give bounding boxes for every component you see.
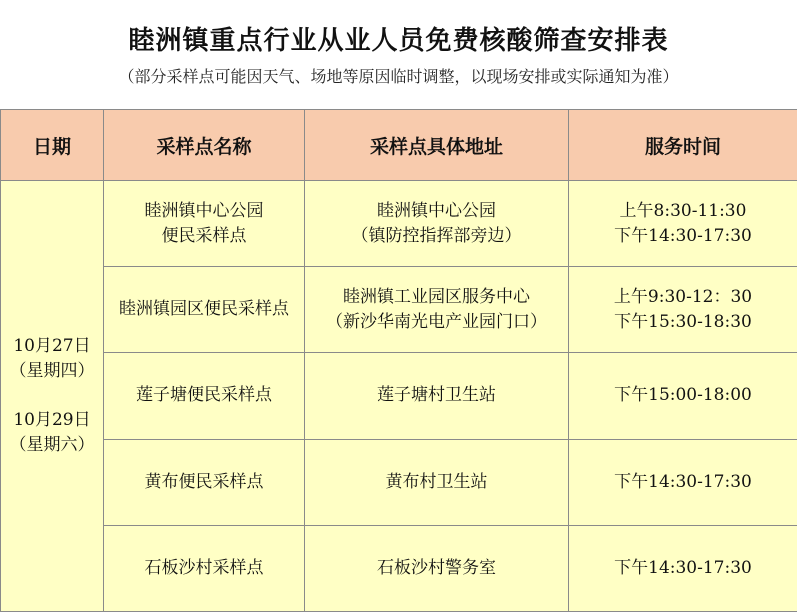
site-name-cell	[104, 181, 305, 267]
column-header-date: 日期	[1, 110, 104, 181]
service-time-cell	[569, 439, 797, 525]
date-line: 10月27日	[13, 336, 91, 356]
site-name-line: 莲子塘便民采样点	[136, 385, 272, 406]
table-row	[1, 525, 797, 611]
weekday-line: （星期六）	[9, 435, 95, 455]
weekday-line: （星期四）	[9, 361, 95, 381]
table-header-row	[1, 110, 797, 181]
address-cell	[305, 353, 569, 439]
column-header-service-time: 服务时间	[569, 110, 797, 181]
column-header-site-name: 采样点名称	[104, 110, 305, 181]
time-line: 下午14:30-17:30	[614, 225, 752, 246]
address-cell	[305, 267, 569, 353]
site-name-cell	[104, 439, 305, 525]
date-cell	[1, 181, 104, 612]
column-header-address: 采样点具体地址	[305, 110, 569, 181]
time-line: 上午8:30-11:30	[619, 200, 747, 221]
service-time-cell	[569, 267, 797, 353]
address-cell	[305, 439, 569, 525]
page-subtitle: （部分采样点可能因天气、场地等原因临时调整，以现场安排或实际通知为准）	[118, 67, 679, 86]
table-row	[1, 267, 797, 353]
site-name-cell	[104, 267, 305, 353]
address-line: （新沙华南光电产业园门口）	[326, 311, 547, 332]
site-name-line: 黄布便民采样点	[144, 471, 264, 492]
time-line: 上午9:30-12：30	[613, 286, 753, 307]
site-name-line: 睦洲镇园区便民采样点	[119, 299, 289, 320]
site-name-line: 石板沙村采样点	[144, 557, 264, 578]
page-title: 睦洲镇重点行业从业人员免费核酸筛查安排表	[128, 26, 669, 56]
site-name-line: 便民采样点	[161, 225, 247, 246]
address-line: 睦洲镇工业园区服务中心	[343, 286, 530, 307]
table-row	[1, 439, 797, 525]
address-cell	[305, 525, 569, 611]
title-area	[0, 0, 797, 109]
time-line: 下午15:30-18:30	[614, 311, 752, 332]
time-line: 下午14:30-17:30	[614, 471, 752, 492]
table-row	[1, 353, 797, 439]
time-line: 下午14:30-17:30	[614, 557, 752, 578]
address-line: 睦洲镇中心公园	[377, 200, 496, 221]
site-name-cell	[104, 525, 305, 611]
site-name-cell	[104, 353, 305, 439]
schedule-table	[0, 109, 797, 612]
address-cell	[305, 181, 569, 267]
table-row	[1, 181, 797, 267]
address-line: （镇防控指挥部旁边）	[351, 225, 522, 246]
service-time-cell	[569, 525, 797, 611]
site-name-line: 睦洲镇中心公园	[144, 200, 264, 221]
date-line: 10月29日	[13, 410, 91, 430]
service-time-cell	[569, 353, 797, 439]
service-time-cell	[569, 181, 797, 267]
address-line: 莲子塘村卫生站	[377, 385, 496, 406]
address-line: 黄布村卫生站	[385, 471, 488, 492]
time-line: 下午15:00-18:00	[614, 385, 752, 406]
address-line: 石板沙村警务室	[377, 557, 496, 578]
